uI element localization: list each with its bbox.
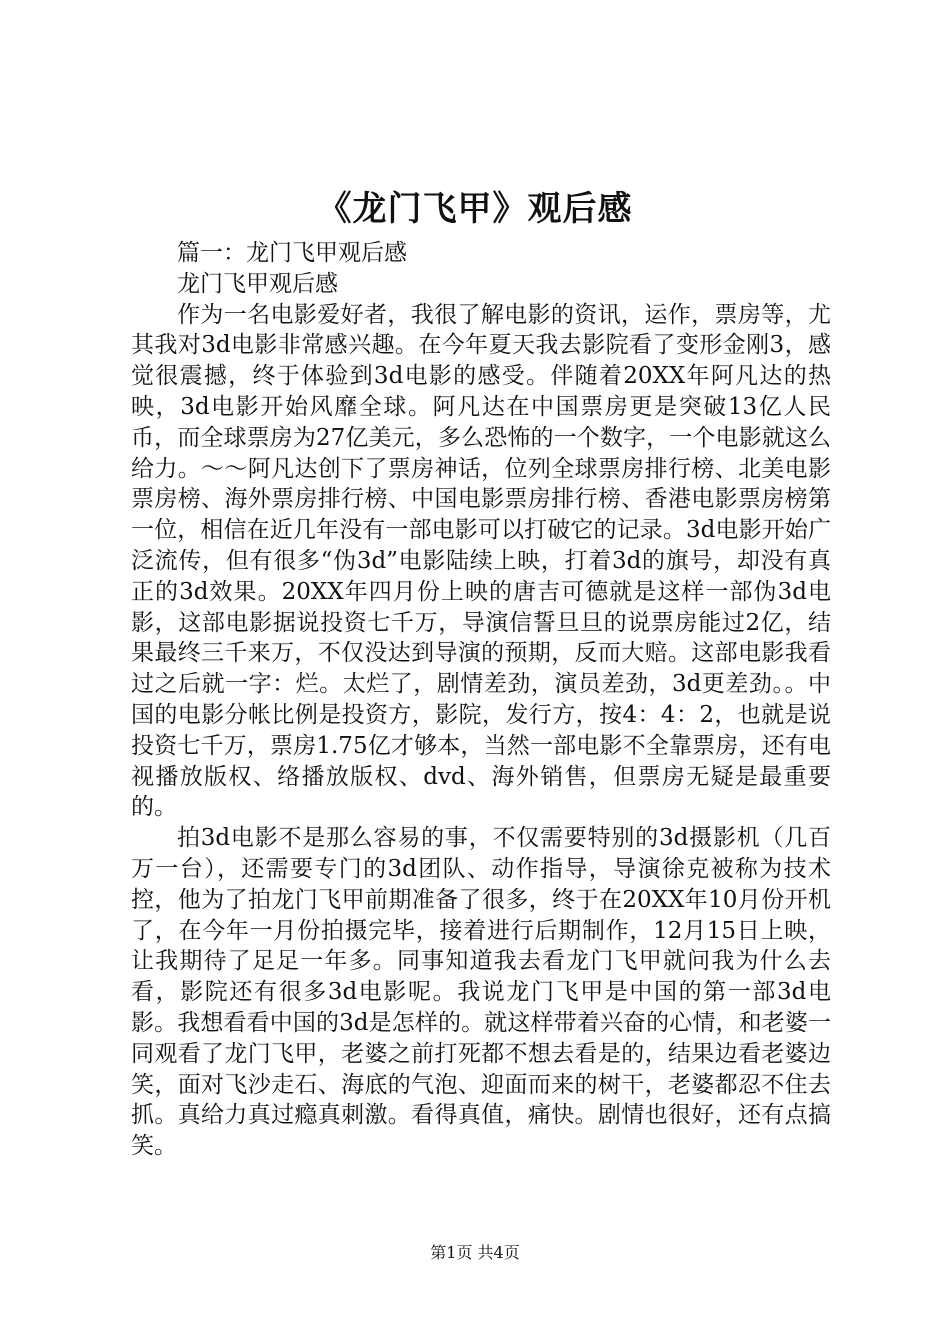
body-paragraph: 拍3d电影不是那么容易的事，不仅需要特别的3d摄影机（几百万一台），还需要专门的3d团队、动作指导，导演徐克被称为技术控，他为了拍龙门飞甲前期准备了很多，终于在20XX年10月份开机了，在今年一月份拍摄完毕，接着进行后期制作，12月15日上映，让我期待了足足一年多。同事知道我去看龙门飞甲就问我为什么去看，影院还有很多3d电影呢。我说龙门飞甲是中国的第一部3d电影。我想看看中国的3d是怎样的。就这样带着兴奋的心情，和老婆一同观看了龙门飞甲，老婆之前打死都不想去看是的，结果边看老婆边笑，面对飞沙走石、海底的气泡、迎面而来的树干，老婆都忍不住去抓。真给力真过瘾真刺激。看得真值，痛快。剧情也很好，还有点搞笑。 xyxy=(131,825,831,1160)
document-body xyxy=(131,238,831,1162)
section-heading: 篇一：龙门飞甲观后感 xyxy=(177,240,407,266)
body-paragraph: 作为一名电影爱好者，我很了解电影的资讯，运作，票房等，尤其我对3d电影非常感兴趣。在今年夏天我去影院看了变形金刚3，感觉很震撼，终于体验到3d电影的感受。伴随着20XX年阿凡达的热映，3d电影开始风靡全球。阿凡达在中国票房更是突破13亿人民币，而全球票房为27亿美元，多么恐怖的一个数字，一个电影就这么给力。～～阿凡达创下了票房神话，位列全球票房排行榜、北美电影票房榜、海外票房排行榜、中国电影票房排行榜、香港电影票房榜第一位，相信在近几年没有一部电影可以打破它的记录。3d电影开始广泛流传，但有很多“伪3d”电影陆续上映，打着3d的旗号，却没有真正的3d效果。20XX年四月份上映的唐吉可德就是这样一部伪3d电影，这部电影据说投资七千万，导演信誓旦旦的说票房能过2亿，结果最终三千来万，不仅没达到导演的预期，反而大赔。这部电影我看过之后就一字：烂。太烂了，剧情差劲，演员差劲，3d更差劲。。中国的电影分帐比例是投资方，影院，发行方，按4：4：2，也就是说投资七千万，票房1.75亿才够本，当然一部电影不全靠票房，还有电视播放版权、络播放版权、dvd、海外销售，但票房无疑是最重要的。 xyxy=(131,301,831,821)
article-heading: 龙门飞甲观后感 xyxy=(177,270,338,297)
document-title: 《龙门飞甲》观后感 xyxy=(317,189,633,229)
page-number-footer: 第1页 共4页 xyxy=(430,1243,520,1262)
